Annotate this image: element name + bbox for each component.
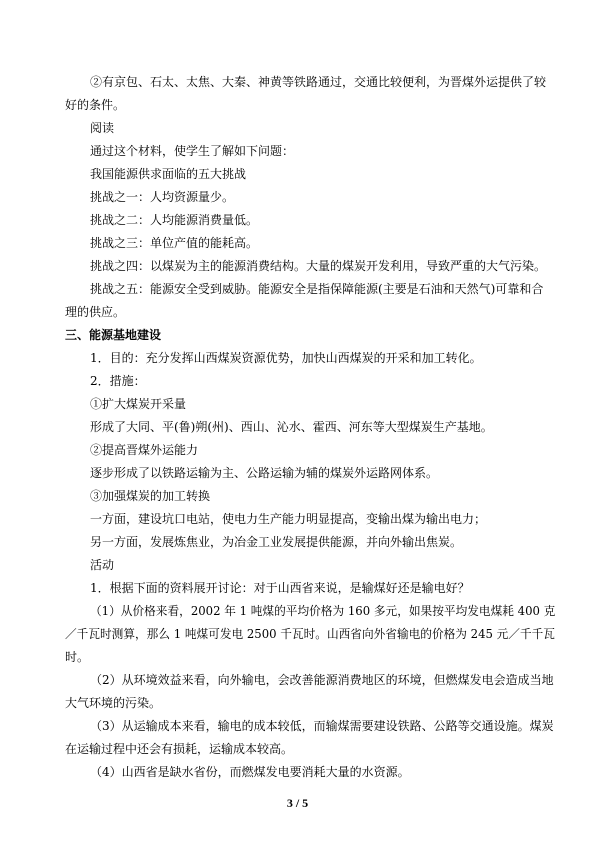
section-heading: 三、能源基地建设 xyxy=(65,328,162,342)
text-line: ③加强煤炭的加工转换 xyxy=(90,489,211,503)
text-line: 1．根据下面的资料展开讨论：对于山西省来说，是输煤好还是输电好？ xyxy=(90,581,470,595)
text-line: 大气环境的污染。 xyxy=(65,696,162,710)
text-line: （3）从运输成本来看，输电的成本较低，而输煤需要建设铁路、公路等交通设施。煤炭 xyxy=(90,719,554,733)
text-line: 理的供应。 xyxy=(65,305,126,319)
text-line: ②有京包、石太、太焦、大秦、神黄等铁路通过，交通比较便利，为晋煤外运提供了较 xyxy=(90,75,547,89)
text-line: 时。 xyxy=(65,650,90,664)
text-line: ②提高晋煤外运能力 xyxy=(90,443,199,457)
text-line: 挑战之四：以煤炭为主的能源消费结构。大量的煤炭开发利用，导致严重的大气污染。 xyxy=(90,259,547,273)
text-line: （2）从环境效益来看，向外输电，会改善能源消费地区的环境，但燃煤发电会造成当地 xyxy=(90,673,554,687)
text-line: 挑战之三：单位产值的能耗高。 xyxy=(90,236,259,250)
text-line: （4）山西省是缺水省份，而燃煤发电要消耗大量的水资源。 xyxy=(90,765,410,779)
text-line: 挑战之一：人均资源量少。 xyxy=(90,190,235,204)
text-line: 活动 xyxy=(90,558,115,572)
text-line: （1）从价格来看，2002 年 1 吨煤的平均价格为 160 多元，如果按平均发电煤耗 400 克 xyxy=(90,604,556,618)
text-line: 通过这个材料，使学生了解如下问题： xyxy=(90,144,295,158)
text-line: 一方面，建设坑口电站，使电力生产能力明显提高，变输出煤为输出电力； xyxy=(90,512,487,526)
text-line: 形成了大同、平(鲁)朔(州)、西山、沁水、霍西、河东等大型煤炭生产基地。 xyxy=(90,420,493,434)
text-line: 好的条件。 xyxy=(65,98,126,112)
page-number: 3 / 5 xyxy=(286,796,309,810)
text-line: 2．措施： xyxy=(90,374,146,388)
text-line: 在运输过程中还会有损耗，运输成本较高。 xyxy=(65,742,294,756)
text-line: 挑战之二：人均能源消费量低。 xyxy=(90,213,259,227)
text-line: 阅读 xyxy=(90,121,115,135)
text-line: ／千瓦时测算，那么 1 吨煤可发电 2500 千瓦时。山西省向外省输电的价格为 245 元／千千瓦 xyxy=(65,627,555,641)
text-line: 我国能源供求面临的五大挑战 xyxy=(90,167,247,181)
text-line: 逐步形成了以铁路运输为主、公路运输为辅的煤炭外运路网体系。 xyxy=(90,466,439,480)
text-line: 另一方面，发展炼焦业，为冶金工业发展提供能源，并向外输出焦炭。 xyxy=(90,535,463,549)
text-line: 挑战之五：能源安全受到威胁。能源安全是指保障能源(主要是石油和天然气)可靠和合 xyxy=(90,282,544,296)
text-line: 1．目的：充分发挥山西煤炭资源优势，加快山西煤炭的开采和加工转化。 xyxy=(90,351,482,365)
text-line: ①扩大煤炭开采量 xyxy=(90,397,187,411)
